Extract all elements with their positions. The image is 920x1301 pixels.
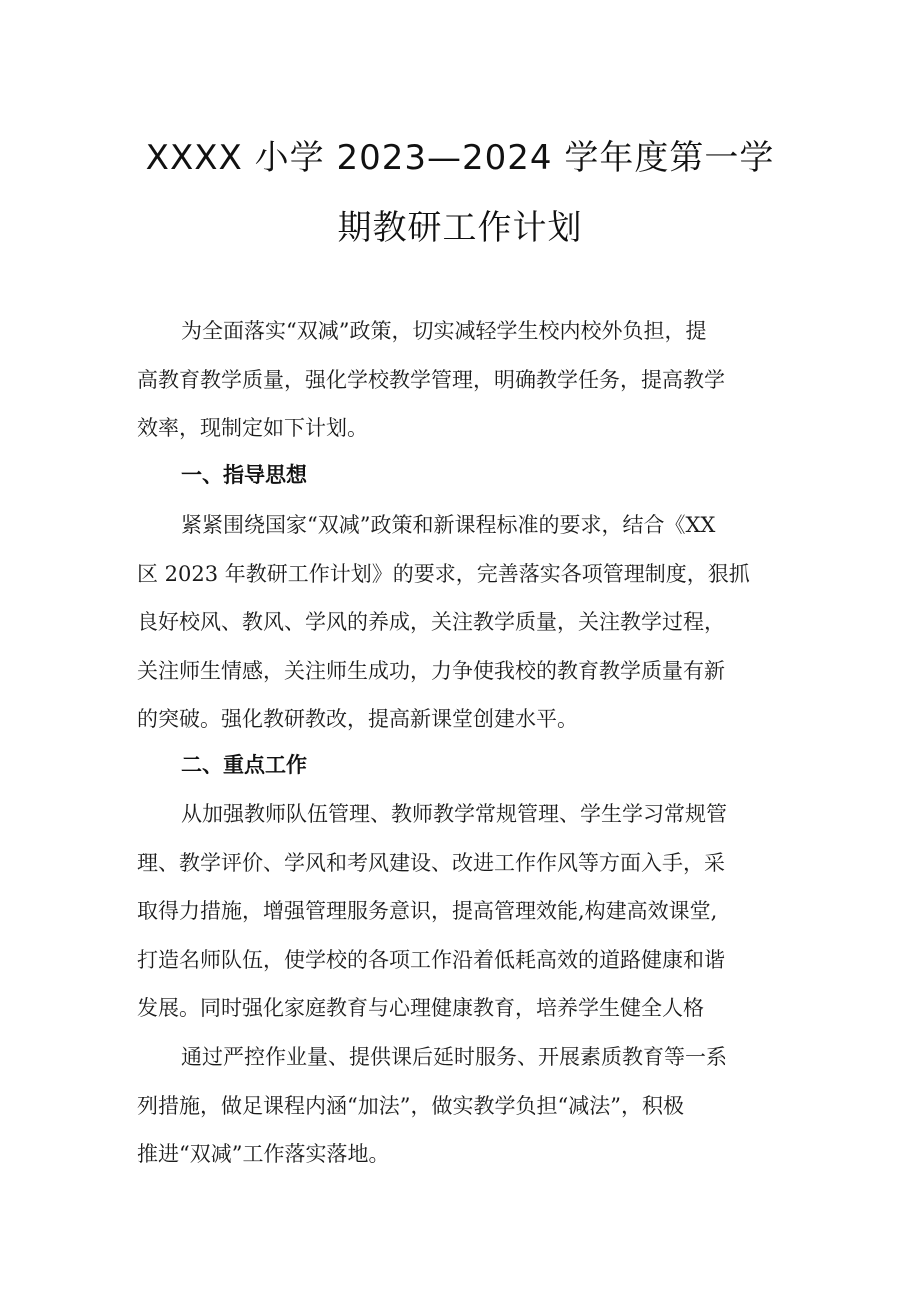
intro-line-1: 为全面落实“双减”政策，切实减轻学生校内校外负担，提 bbox=[181, 319, 707, 343]
section-2-paragraph-1 bbox=[137, 790, 797, 1033]
section-2-p1-line-2: 理、教学评价、学风和考风建设、改进工作作风等方面入手，采 bbox=[137, 850, 725, 875]
intro-line-2: 高教育教学质量，强化学校教学管理，明确教学任务，提高教学 bbox=[137, 367, 725, 392]
section-1-line-1: 紧紧围绕国家“双减”政策和新课程标准的要求，结合《XX bbox=[181, 513, 716, 537]
section-2-p2-line-1: 通过严控作业量、提供课后延时服务、开展素质教育等一系 bbox=[181, 1045, 727, 1069]
intro-paragraph bbox=[137, 307, 797, 453]
section-1-paragraph bbox=[137, 501, 797, 744]
section-2-p1-line-3: 取得力措施，增强管理服务意识，提高管理效能,构建高效课堂, bbox=[137, 899, 718, 923]
section-1-line-3: 良好校风、教风、学风的养成，关注教学质量，关注教学过程， bbox=[137, 610, 725, 634]
section-1-line-4: 关注师生情感，关注师生成功，力争使我校的教育教学质量有新 bbox=[137, 658, 725, 683]
section-2-p2-line-2: 列措施，做足课程内涵“加法”，做实教学负担“减法”，积极 bbox=[137, 1093, 684, 1118]
section-1-heading: 一、指导思想 bbox=[181, 463, 307, 487]
section-2-paragraph-2 bbox=[137, 1033, 797, 1179]
section-1-line-5: 的突破。强化教研教改，提高新课堂创建水平。 bbox=[137, 707, 578, 731]
section-2-p1-line-5: 发展。同时强化家庭教育与心理健康教育，培养学生健全人格 bbox=[137, 996, 704, 1020]
section-2-p1-line-1: 从加强教师队伍管理、教师教学常规管理、学生学习常规管 bbox=[181, 802, 727, 826]
intro-line-3: 效率，现制定如下计划。 bbox=[137, 416, 368, 440]
section-2-p1-line-4: 打造名师队伍，使学校的各项工作沿着低耗高效的道路健康和谐 bbox=[137, 947, 725, 972]
document-title-line-2: 期教研工作计划 bbox=[337, 208, 583, 248]
section-2-p2-line-3: 推进“双减”工作落实落地。 bbox=[137, 1142, 390, 1166]
document-title-line-1: XXXX 小学 2023—2024 学年度第一学 bbox=[145, 138, 775, 178]
section-2-heading: 二、重点工作 bbox=[181, 753, 307, 777]
section-1-line-2: 区 2023 年教研工作计划》的要求，完善落实各项管理制度，狠抓 bbox=[137, 561, 750, 586]
